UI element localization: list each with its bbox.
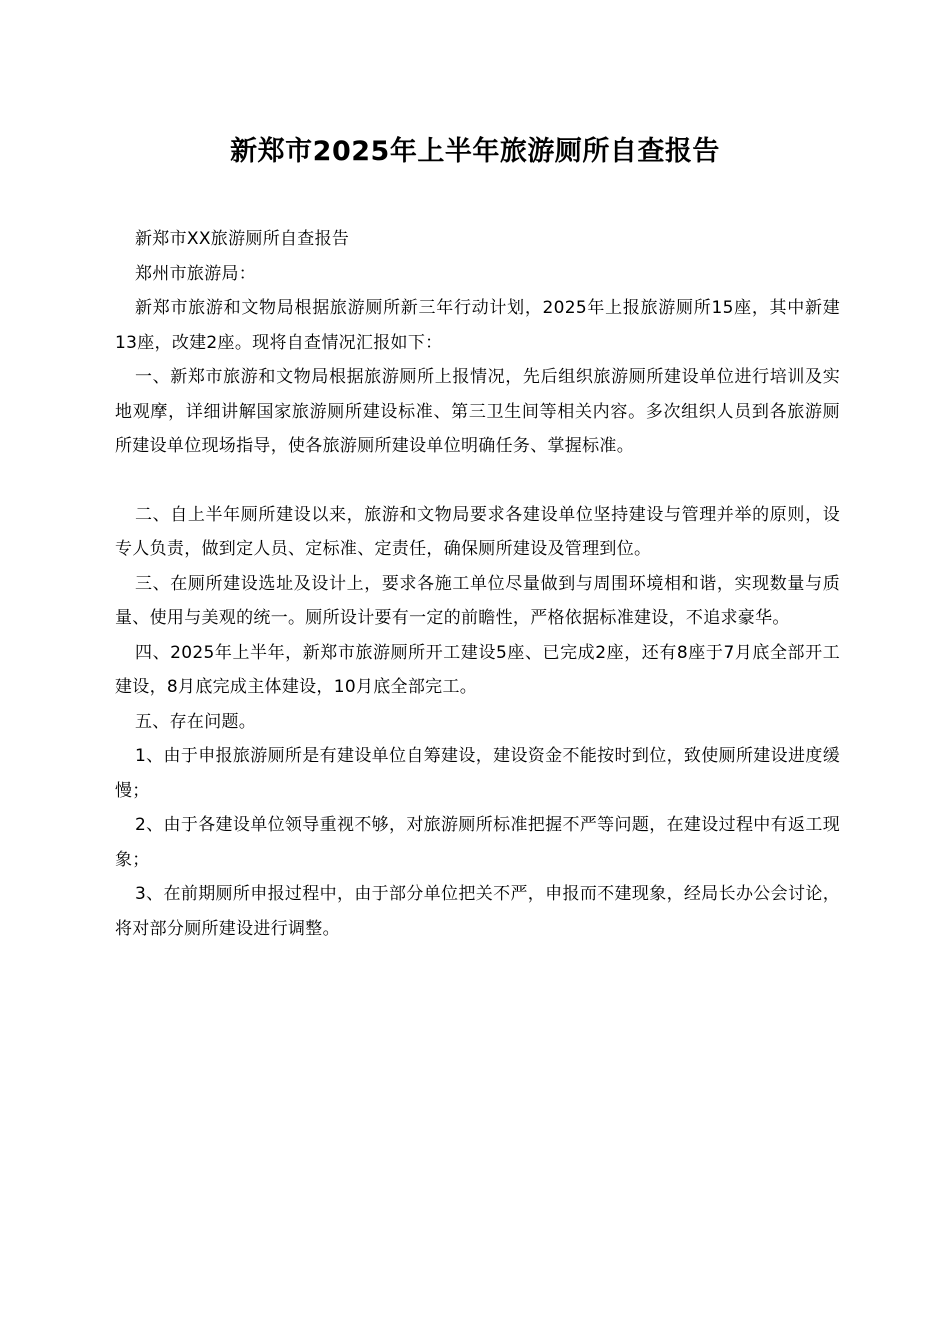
section-four-paragraph: 四、2025年上半年，新郑市旅游厕所开工建设5座、已完成2座，还有8座于7月底全部开工建设，8月底完成主体建设，10月底全部完工。 (115, 642, 840, 697)
issue-item-1: 1、由于申报旅游厕所是有建设单位自筹建设，建设资金不能按时到位，致使厕所建设进度缓慢； (115, 746, 840, 801)
issue-item-2: 2、由于各建设单位领导重视不够，对旅游厕所标准把握不严等问题，在建设过程中有返工现象； (115, 815, 840, 870)
report-subtitle: 新郑市XX旅游厕所自查报告 (135, 229, 350, 249)
section-three-paragraph: 三、在厕所建设选址及设计上，要求各施工单位尽量做到与周围环境相和谐，实现数量与质量、使用与美观的统一。厕所设计要有一定的前瞻性，严格依据标准建设，不追求豪华。 (115, 573, 840, 628)
document-body (115, 222, 840, 946)
section-two-paragraph: 二、自上半年厕所建设以来，旅游和文物局要求各建设单位坚持建设与管理并举的原则，设专人负责，做到定人员、定标准、定责任，确保厕所建设及管理到位。 (115, 504, 840, 559)
document-title: 新郑市2025年上半年旅游厕所自查报告 (230, 136, 720, 167)
section-one-paragraph: 一、新郑市旅游和文物局根据旅游厕所上报情况，先后组织旅游厕所建设单位进行培训及实地观摩，详细讲解国家旅游厕所建设标准、第三卫生间等相关内容。多次组织人员到各旅游厕所建设单位现场指导，使各旅游厕所建设单位明确任务、掌握标准。 (115, 367, 840, 456)
recipient-line: 郑州市旅游局： (135, 263, 257, 284)
section-five-heading: 五、存在问题。 (135, 711, 257, 732)
intro-paragraph: 新郑市旅游和文物局根据旅游厕所新三年行动计划，2025年上报旅游厕所15座，其中新建13座，改建2座。现将自查情况汇报如下： (115, 298, 840, 353)
issue-item-3: 3、在前期厕所申报过程中，由于部分单位把关不严，申报而不建现象，经局长办公会讨论，将对部分厕所建设进行调整。 (115, 884, 840, 939)
